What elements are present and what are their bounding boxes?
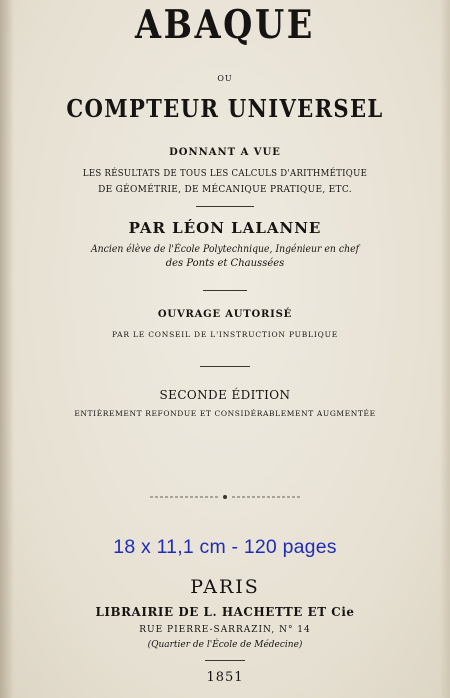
author-name: PAR LÉON LALANNE: [128, 219, 322, 237]
imprint-publisher: LIBRAIRIE DE L. HACHETTE ET Cie: [95, 604, 355, 619]
book-title: ABAQUE: [135, 2, 315, 48]
divider-rule: [203, 290, 247, 291]
divider-rule: [200, 366, 250, 367]
ornament-rule: [150, 494, 300, 500]
authorization-heading: OUVRAGE AUTORISÉ: [157, 309, 293, 320]
tagline: DONNANT A VUE: [169, 147, 281, 158]
divider-rule: [196, 206, 254, 207]
title-conjunction: OU: [217, 74, 233, 83]
imprint-year: 1851: [206, 670, 244, 685]
description-line-2: DE GÉOMÉTRIE, DE MÉCANIQUE PRATIQUE, ETC.: [98, 185, 352, 195]
edition-label: SECONDE ÉDITION: [159, 388, 291, 402]
imprint-quarter: (Quartier de l'École de Médecine): [147, 640, 303, 650]
author-credentials-line-2: des Ponts et Chaussées: [165, 258, 285, 269]
imprint-address: RUE PIERRE-SARRAZIN, N° 14: [139, 625, 311, 635]
divider-rule: [205, 660, 245, 661]
imprint-city: PARIS: [190, 576, 260, 598]
dimensions-overlay: 18 x 11,1 cm - 120 pages: [113, 536, 337, 558]
description-line-1: LES RÉSULTATS DE TOUS LES CALCULS D'ARITHMÉTIQUE: [82, 169, 368, 179]
book-subtitle: COMPTEUR UNIVERSEL: [66, 94, 384, 123]
authorization-body: PAR LE CONSEIL DE L'INSTRUCTION PUBLIQUE: [111, 330, 338, 339]
author-credentials-line-1: Ancien élève de l'École Polytechnique, Ingénieur en chef: [90, 244, 360, 255]
edition-note: ENTIÈREMENT REFONDUE ET CONSIDÉRABLEMENT AUGMENTÉE: [74, 409, 376, 418]
